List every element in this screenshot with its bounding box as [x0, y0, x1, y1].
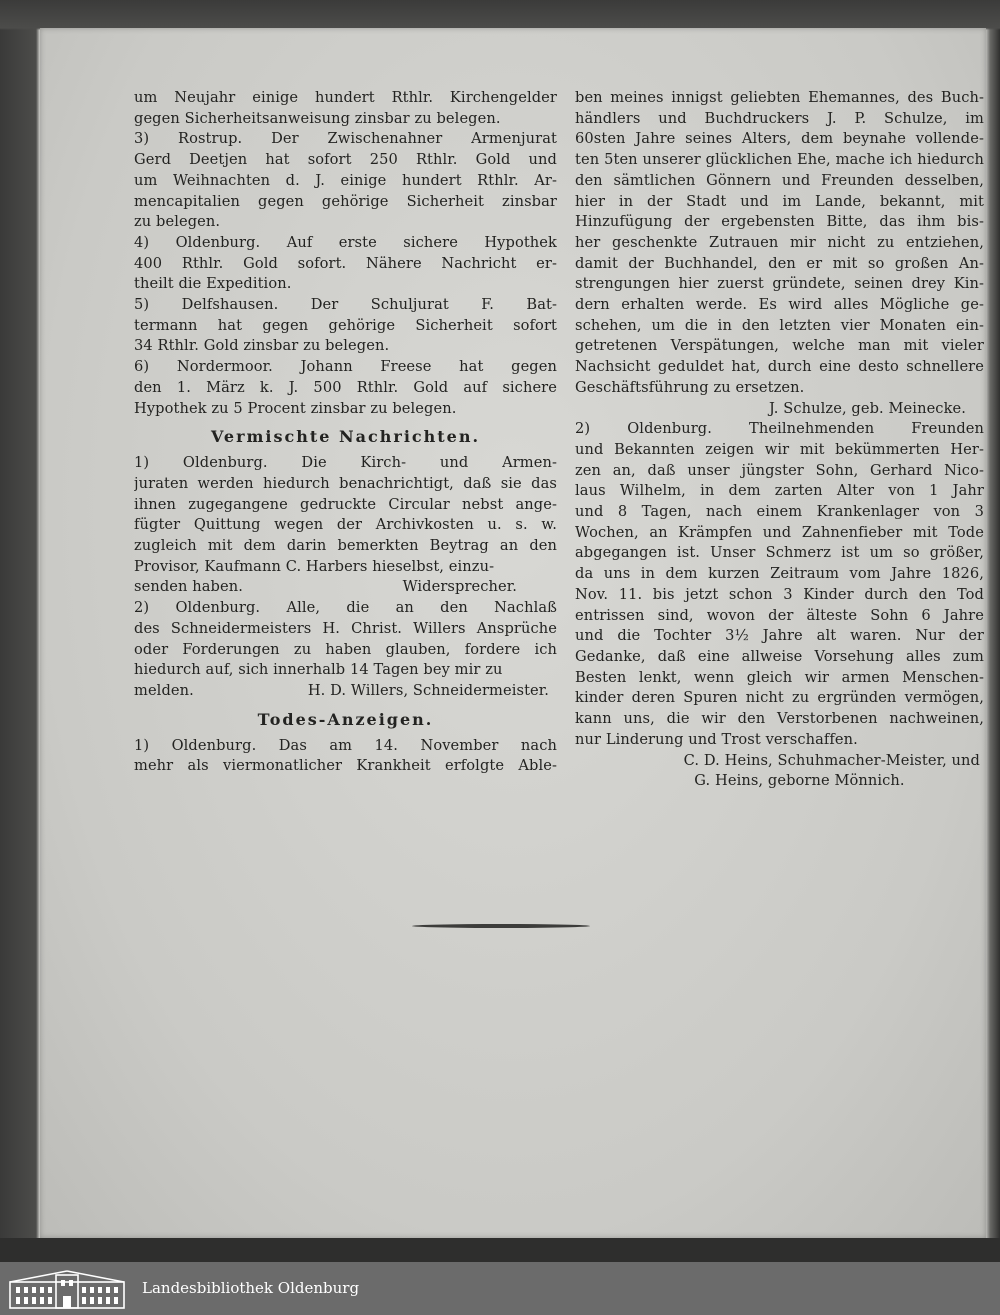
text-line: abgegangen ist. Unser Schmerz ist um so größer, [575, 544, 984, 562]
library-building-logo-icon [6, 1268, 128, 1310]
notice-death-schulze-start [134, 736, 557, 777]
closing-left: senden haben. [134, 578, 243, 596]
text-line: dern erhalten werde. Es wird alles Mögliche ge- [575, 296, 984, 314]
text-line: händlers und Buchdruckers J. P. Schulze, im [575, 109, 984, 127]
text-line: den 1. März k. J. 500 Rthlr. Gold auf sichere [134, 378, 557, 396]
right-column [575, 88, 984, 792]
text-line: Hinzufügung der ergebensten Bitte, das ihm bis- [575, 213, 984, 231]
text-line: Nachsicht geduldet hat, durch eine desto schnellere [575, 358, 984, 376]
text-line: damit der Buchhandel, den er mit so großen An- [575, 254, 984, 272]
text-line: 5) Delfshausen. Der Schuljurat F. Bat- [134, 296, 557, 314]
text-line: Hypothek zu 5 Procent zinsbar zu belegen. [134, 399, 457, 417]
text-line: Geschäftsführung zu ersetzen. [575, 378, 805, 396]
closing-signature: H. D. Willers, Schneidermeister. [307, 681, 549, 699]
text-line: gegen Sicherheitsanweisung zinsbar zu belegen. [134, 109, 501, 127]
section-heading-todes: Todes-Anzeigen. [257, 709, 434, 729]
notice-kirchjuraten-closing [134, 577, 557, 598]
text-line: laus Wilhelm, in dem zarten Alter von 1 Jahr [575, 482, 984, 500]
notice-kirchjuraten [134, 453, 557, 598]
notice-willers [134, 598, 557, 702]
text-line: 2) Oldenburg. Theilnehmenden Freunden [575, 420, 984, 438]
text-line: um Neujahr einige hundert Rthlr. Kirchengelder [134, 89, 557, 106]
text-line: juraten werden hiedurch benachrichtigt, daß sie das [134, 474, 557, 492]
library-footer-bar [0, 1262, 1000, 1315]
notice-death-heins [575, 419, 984, 750]
text-line: Gedanke, daß eine allweise Vorsehung alles zum [575, 647, 984, 665]
notice-rostrup [134, 129, 557, 233]
text-line: 1) Oldenburg. Die Kirch- und Armen- [134, 454, 557, 472]
left-column [134, 88, 557, 777]
closing-left: melden. [134, 681, 194, 699]
text-line: Gerd Deetjen hat sofort 250 Rthlr. Gold und [134, 151, 557, 169]
text-line: und die Tochter 3½ Jahre alt waren. Nur der [575, 627, 984, 645]
text-line: ihnen zugegangene gedruckte Circular nebst ange- [134, 495, 557, 513]
text-line: schehen, um die in den letzten vier Monaten ein- [575, 316, 984, 334]
text-line: ten 5ten unserer glücklichen Ehe, mache ich hiedurch [575, 151, 984, 169]
text-line: da uns in dem kurzen Zeitraum vom Jahre 1826, [575, 565, 984, 583]
notice-kirchjuraten-body [134, 453, 557, 577]
text-line: hier in der Stadt und im Lande, bekannt, mit [575, 192, 984, 210]
text-line: termann hat gegen gehörige Sicherheit sofort [134, 316, 557, 334]
section-divider-rule [412, 924, 590, 928]
text-line: 6) Nordermoor. Johann Freese hat gegen [134, 358, 557, 376]
text-line: kann uns, die wir den Verstorbenen nachweinen, [575, 710, 984, 728]
signature-schulze: J. Schulze, geb. Meinecke. [768, 399, 966, 417]
notice-continuation [134, 88, 557, 129]
text-line: zu belegen. [134, 213, 221, 231]
scan-bottom-edge [0, 1238, 1000, 1262]
text-line: 2) Oldenburg. Alle, die an den Nachlaß [134, 599, 557, 617]
notice-delfshausen [134, 295, 557, 357]
text-line: des Schneidermeisters H. Christ. Willers Ansprüche [134, 619, 557, 637]
text-line: den sämtlichen Gönnern und Freunden desselben, [575, 171, 984, 189]
text-line: kinder deren Spuren nicht zu ergründen vermögen, [575, 689, 984, 707]
signature-heins-2: G. Heins, geborne Mönnich. [694, 772, 905, 790]
text-line: nur Linderung und Trost verschaffen. [575, 730, 858, 748]
closing-signature: Widersprecher. [402, 578, 517, 596]
notice-nordermoor [134, 357, 557, 419]
notice-willers-closing [134, 681, 557, 702]
text-line: 400 Rthlr. Gold sofort. Nähere Nachricht er- [134, 254, 557, 272]
text-line: mencapitalien gegen gehörige Sicherheit zinsbar [134, 192, 557, 210]
text-line: 1) Oldenburg. Das am 14. November nach [134, 736, 557, 754]
text-line: theilt die Expedition. [134, 275, 292, 293]
text-line: entrissen sind, wovon der älteste Sohn 6 Jahre [575, 606, 984, 624]
notice-willers-body [134, 598, 557, 681]
text-line: Provisor, Kaufmann C. Harbers hieselbst, einzu- [134, 557, 495, 575]
text-line: Wochen, an Krämpfen und Zahnenfieber mit Tode [575, 523, 984, 541]
scan-top-edge [0, 0, 1000, 30]
text-line: und Bekannten zeigen wir mit bekümmerten Her- [575, 440, 984, 458]
text-line: oder Forderungen zu haben glauben, fordere ich [134, 640, 557, 658]
text-line: ben meines innigst geliebten Ehemannes, des Buch- [575, 89, 984, 106]
text-line: um Weihnachten d. J. einige hundert Rthlr. Ar- [134, 171, 557, 189]
section-heading-vermischte: Vermischte Nachrichten. [210, 427, 481, 447]
notice-oldenburg-hypothek [134, 233, 557, 295]
text-line: strengungen hier zuerst gründete, seinen drey Kin- [575, 275, 984, 293]
text-line: her geschenkte Zutrauen mir nicht zu entziehen, [575, 233, 984, 251]
text-line: Nov. 11. bis jetzt schon 3 Kinder durch den Tod [575, 585, 984, 603]
text-line: mehr als viermonatlicher Krankheit erfolgte Able- [134, 757, 557, 775]
text-line: Besten lenkt, wenn gleich wir armen Menschen- [575, 668, 984, 686]
notice-death-schulze-cont [575, 88, 984, 399]
text-line: zen an, daß unser jüngster Sohn, Gerhard Nico- [575, 461, 984, 479]
signature-heins-1: C. D. Heins, Schuhmacher-Meister, und [683, 751, 980, 769]
bleed-through [140, 800, 540, 1100]
text-line: und 8 Tagen, nach einem Krankenlager von 3 [575, 503, 984, 521]
text-line: fügter Quittung wegen der Archivkosten u. s. w. [134, 516, 557, 534]
text-line: zugleich mit dem darin bemerkten Beytrag an den [134, 537, 557, 555]
text-line: 3) Rostrup. Der Zwischenahner Armenjurat [134, 130, 557, 148]
text-line: getretenen Verspätungen, welche man mit vieler [575, 337, 984, 355]
text-line: 4) Oldenburg. Auf erste sichere Hypothek [134, 233, 557, 251]
text-line: 60sten Jahre seines Alters, dem beynahe vollende- [575, 130, 984, 148]
library-name: Landesbibliothek Oldenburg [142, 1279, 360, 1297]
text-line: hiedurch auf, sich innerhalb 14 Tagen bey mir zu [134, 661, 503, 679]
text-line: 34 Rthlr. Gold zinsbar zu belegen. [134, 337, 390, 355]
